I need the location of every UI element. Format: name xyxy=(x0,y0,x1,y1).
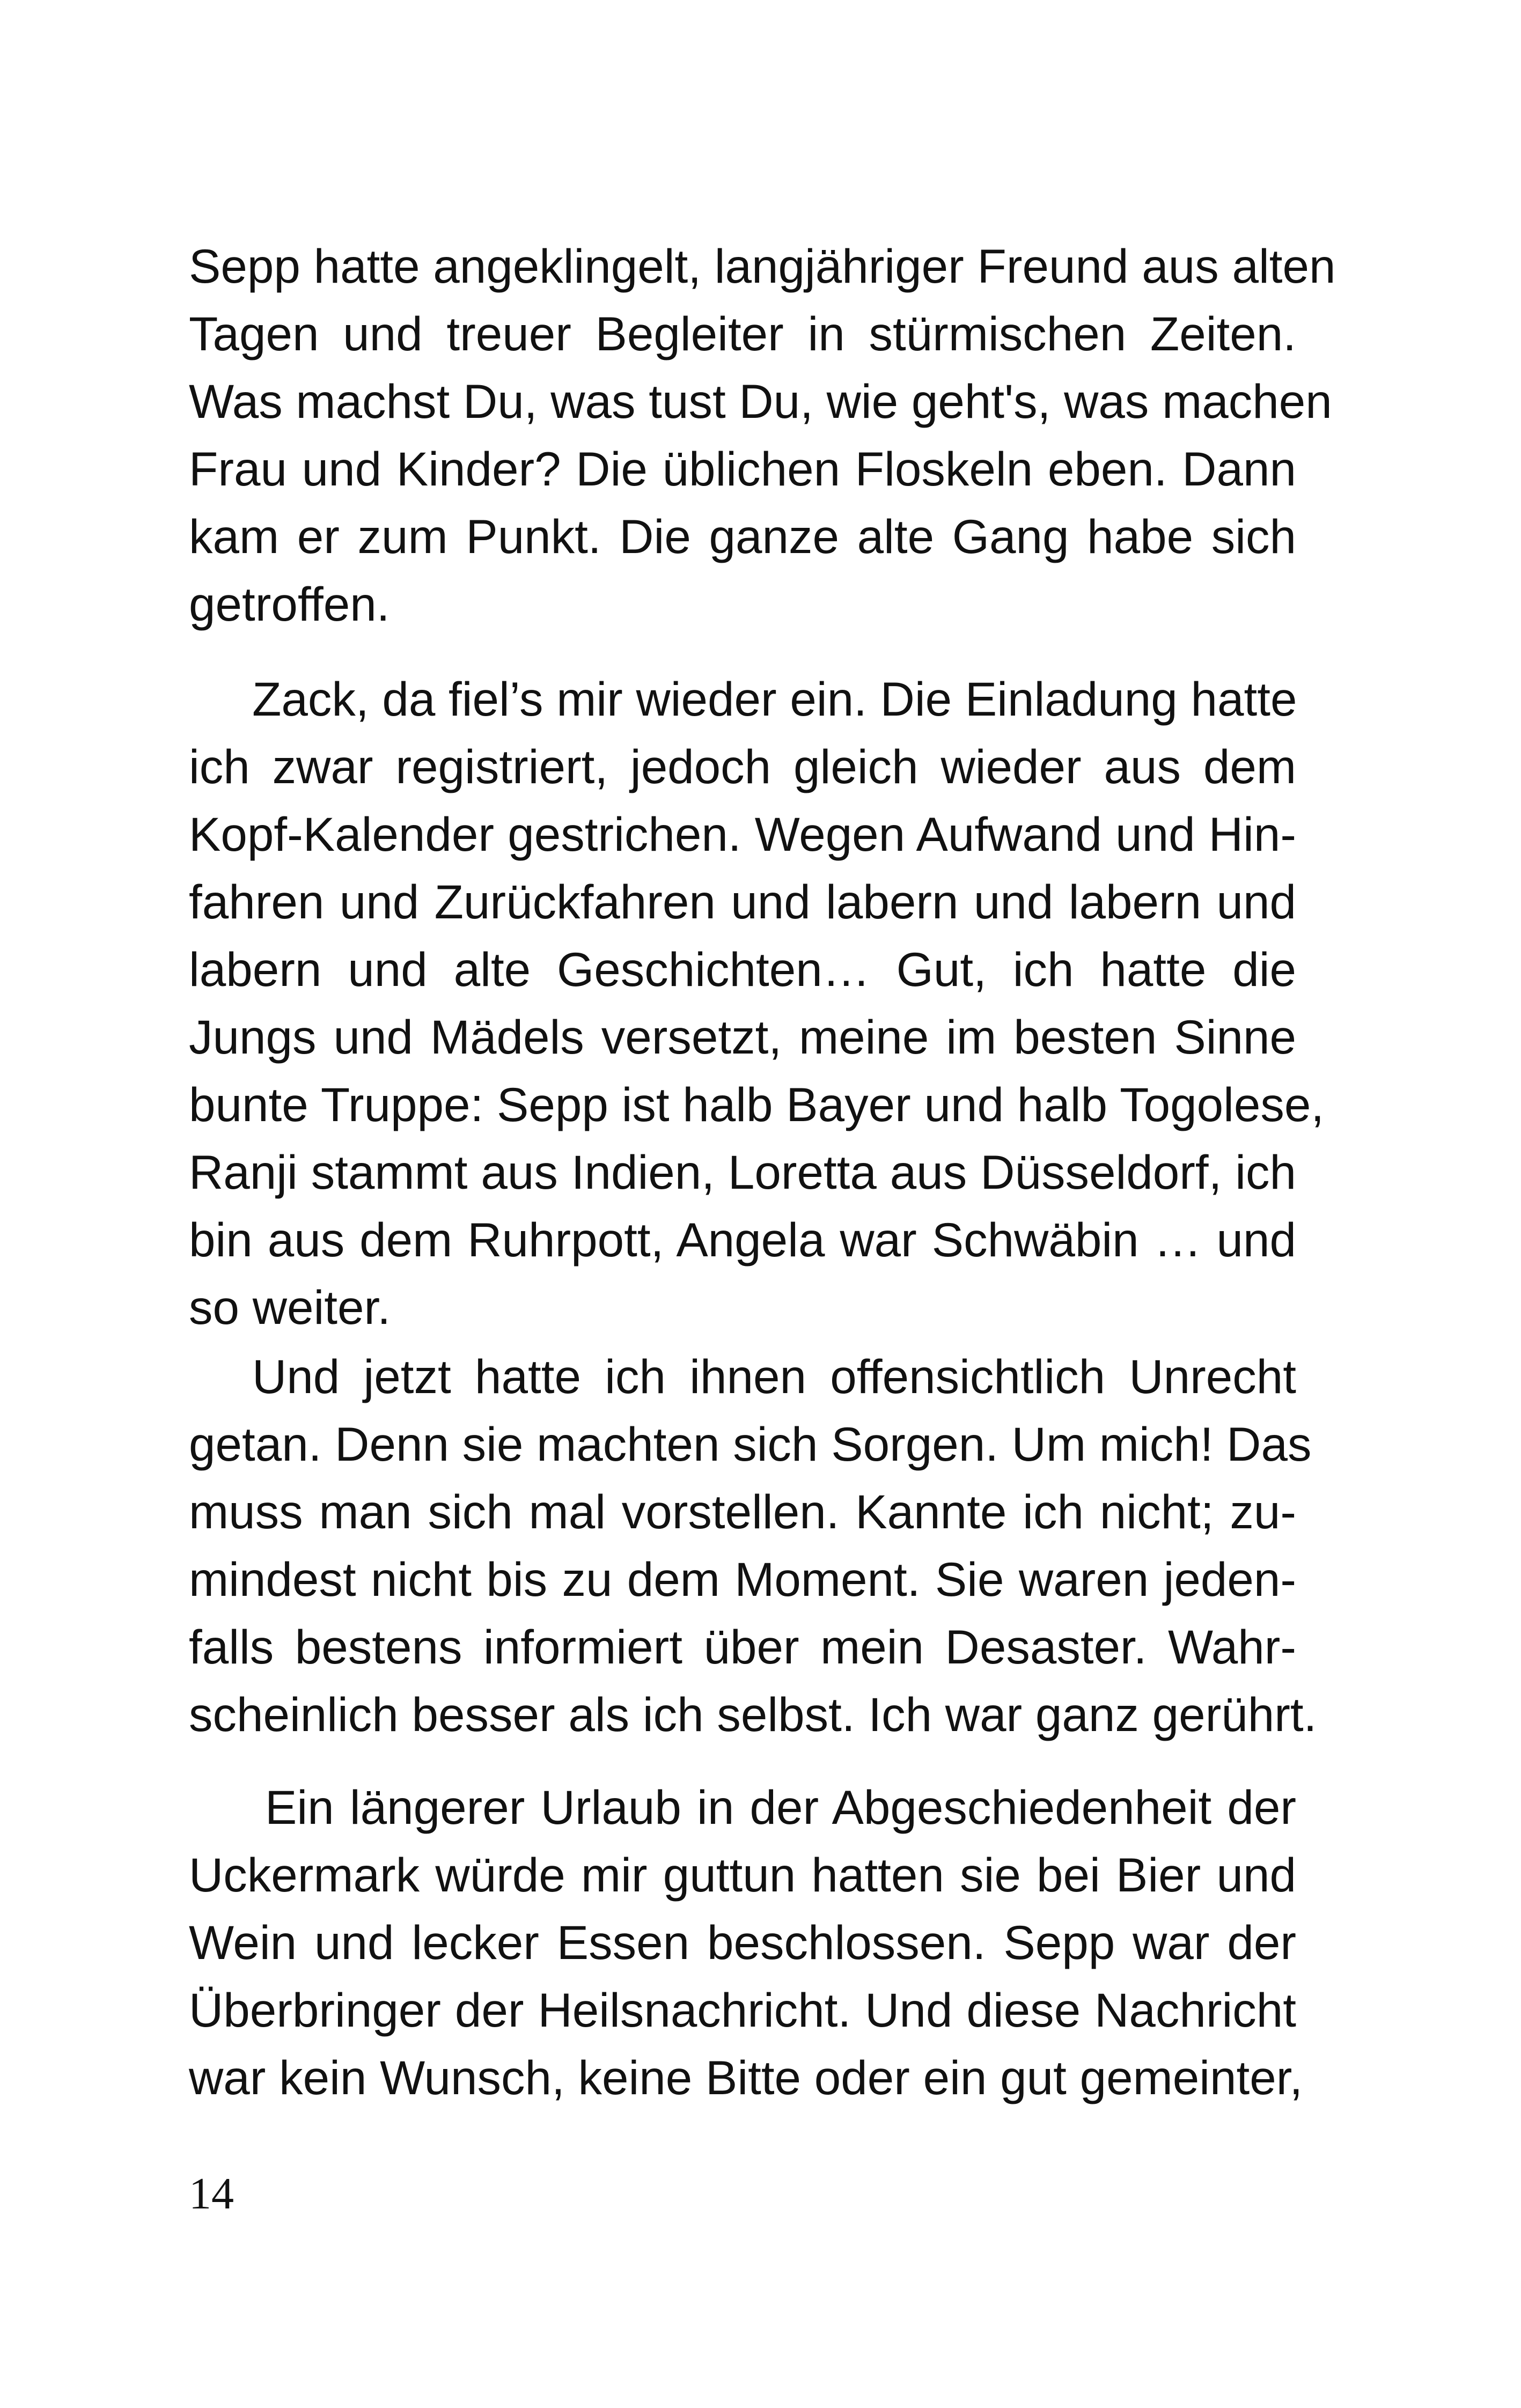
text-line: war kein Wunsch, keine Bitte oder ein gut gemeinter, xyxy=(189,2051,1303,2104)
text-line: Überbringer der Heilsnachricht. Und diese Nachricht xyxy=(189,1983,1296,2037)
text-line: Ranji stammt aus Indien, Loretta aus Düsseldorf, ich xyxy=(189,1145,1296,1199)
text-line: Was machst Du, was tust Du, wie geht's, was machen xyxy=(189,374,1332,428)
paragraph-4 xyxy=(189,1773,1303,2111)
text-line: Zack, da fiel’s mir wieder ein. Die Einladung hatte xyxy=(252,672,1297,726)
text-line: bin aus dem Ruhrpott, Angela war Schwäbin … und xyxy=(189,1213,1296,1266)
text-line: kam er zum Punkt. Die ganze alte Gang habe sich xyxy=(189,510,1296,563)
text-line: mindest nicht bis zu dem Moment. Sie waren jeden- xyxy=(189,1552,1296,1606)
text-line: getan. Denn sie machten sich Sorgen. Um mich! Das xyxy=(189,1417,1312,1471)
text-line: Und jetzt hatte ich ihnen offensichtlich Unrecht xyxy=(252,1350,1296,1403)
text-line: Frau und Kinder? Die üblichen Floskeln eben. Dann xyxy=(189,442,1296,496)
text-line: falls bestens informiert über mein Desaster. Wahr- xyxy=(189,1620,1296,1674)
paragraph-2 xyxy=(189,665,1325,1341)
page-number: 14 xyxy=(189,2169,234,2219)
text-line: scheinlich besser als ich selbst. Ich war ganz gerührt. xyxy=(189,1688,1317,1741)
text-line: labern und alte Geschichten… Gut, ich hatte die xyxy=(189,942,1296,996)
paragraph-1 xyxy=(189,232,1336,638)
text-line: muss man sich mal vorstellen. Kannte ich nicht; zu- xyxy=(189,1485,1296,1538)
text-line: Ein längerer Urlaub in der Abgeschiedenheit der xyxy=(265,1780,1296,1834)
text-line: Kopf-Kalender gestrichen. Wegen Aufwand und Hin- xyxy=(189,807,1296,861)
text-line: ich zwar registriert, jedoch gleich wieder aus dem xyxy=(189,740,1296,793)
text-line: so weiter. xyxy=(189,1280,391,1334)
text-line: Wein und lecker Essen beschlossen. Sepp war der xyxy=(189,1916,1296,1969)
text-line: fahren und Zurückfahren und labern und labern und xyxy=(189,875,1296,929)
paragraph-3 xyxy=(189,1343,1317,1748)
text-line: getroffen. xyxy=(189,577,390,631)
text-line: Uckermark würde mir guttun hatten sie bei Bier und xyxy=(189,1848,1296,1902)
text-line: bunte Truppe: Sepp ist halb Bayer und halb Togolese, xyxy=(189,1078,1325,1131)
text-line: Jungs und Mädels versetzt, meine im besten Sinne xyxy=(189,1010,1296,1064)
text-line: Tagen und treuer Begleiter in stürmischen Zeiten. xyxy=(189,307,1296,360)
text-line: Sepp hatte angeklingelt, langjähriger Freund aus alten xyxy=(189,239,1336,293)
